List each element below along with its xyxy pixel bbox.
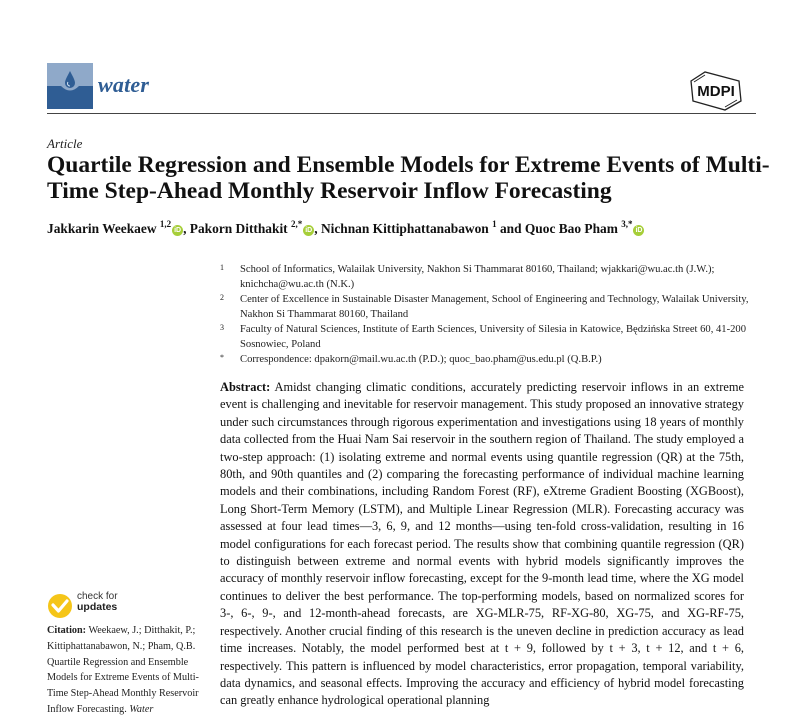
author-name[interactable]: Quoc Bao Pham bbox=[524, 221, 622, 236]
mdpi-logo-text: MDPI bbox=[697, 83, 735, 100]
article-type: Article bbox=[47, 136, 83, 151]
affiliation-item bbox=[220, 262, 780, 292]
journal-name: water bbox=[98, 72, 150, 97]
author-affiliation-marker: 2,* bbox=[290, 219, 303, 229]
check-updates-line1: check for bbox=[77, 591, 118, 602]
citation-text: Weekaew, J.; Ditthakit, P.; Kittiphattanabawon, N.; Pham, Q.B. Quartile Regression and Ensemble Models for Extreme Events of Multi-Time Step-Ahead Monthly Reservoir Inflow Forecasting. Water bbox=[47, 625, 199, 715]
journal-logo-icon bbox=[47, 63, 93, 109]
check-updates-icon bbox=[47, 593, 73, 619]
affiliation-text: Center of Excellence in Sustainable Disaster Management, School of Engineering and Technology, Walailak University, Nakhon Si Thammarat 80160, Thailand bbox=[240, 294, 749, 320]
author-affiliation-marker: 1,2 bbox=[159, 219, 172, 229]
header-divider bbox=[47, 113, 756, 114]
affiliation-text: Correspondence: dpakorn@mail.wu.ac.th (P.D.); quoc_bao.pham@us.edu.pl (Q.B.P.) bbox=[240, 354, 602, 365]
citation bbox=[47, 623, 217, 718]
affiliation-number: 3 bbox=[220, 323, 224, 332]
orcid-icon[interactable]: iD bbox=[305, 227, 313, 234]
abstract bbox=[220, 379, 744, 710]
citation-journal: Water bbox=[129, 703, 154, 715]
affiliation-number: 1 bbox=[220, 263, 224, 272]
affiliation-text: Faculty of Natural Sciences, Institute of Earth Sciences, University of Silesia in Katowice, Będzińska Street 60, 41-200 Sosnowiec, Poland bbox=[240, 324, 747, 350]
check-updates-line2: updates bbox=[77, 601, 118, 613]
citation-label: Citation: bbox=[47, 625, 87, 636]
author-list bbox=[47, 219, 644, 237]
mdpi-logo-icon bbox=[685, 69, 747, 111]
author-name[interactable]: Nichnan Kittiphattanabawon bbox=[320, 221, 493, 236]
affiliations-list bbox=[220, 262, 780, 367]
author-separator: and bbox=[496, 221, 525, 236]
author-name[interactable]: Pakorn Ditthakit bbox=[189, 221, 291, 236]
article-title: Quartile Regression and Ensemble Models for Extreme Events of Multi-Time Step-Ahead Monthly Reservoir Inflow Forecasting bbox=[47, 152, 770, 204]
author-affiliation-marker: 1 bbox=[492, 219, 497, 229]
abstract-text: Amidst changing climatic conditions, accurately predicting reservoir inflows in an extreme event is challenging and inevitable for reservoir management. This study proposed an innovative strategy under such circumstances through rigorous experimentation and investigations using 18 years of monthly data collected from the Huai Nam Sai reservoir in the southern region of Thailand. The study employed a two-step approach: (1) isolating extreme and normal events using quantile regression (QR) at the 75th, 80th, and 90th quantiles and (2) comparing the forecasting performance of individual machine learning models and their combinations, including Random Forest (RF), eXtreme Gradient Boosting (XGBoost), Long Short-Term Memory (LSTM), and Multiple Linear Regression (MLR). Forecasting accuracy was assessed at four lead times—3, 6, 9, and 12 months—using ten-fold cross-validation, resulting in 16 model configurations for each forecast period. The results show that combining quantile regression (QR) to distinguish between extreme and normal events with hybrid models significantly improves the accuracy of monthly reservoir inflow forecasting, except for the 9-month lead time, where the XG model continues to deliver the best performance. The top-performing models, based on normalized scores for 3-, 6-, 9-, and 12-month-ahead forecasts, are XG-MLR-75, RF-XG-80, XG-75, and XG-RF-75, respectively. Another crucial finding of this research is the uneven decline in prediction accuracy as lead time increases. Notably, the model performed best at t + 9, followed by t + 3, t + 12, and t + 6, respectively. This pattern is influenced by model characteristics, error propagation, temporal variability, data dynamics, and seasonal effects. Improving the accuracy and efficiency of hybrid model forecasting can greatly enhance hydrological operational planning bbox=[220, 380, 744, 708]
orcid-icon[interactable]: iD bbox=[635, 227, 643, 234]
orcid-icon[interactable]: iD bbox=[174, 227, 182, 234]
author-separator: , bbox=[183, 221, 190, 236]
affiliation-item bbox=[220, 292, 780, 322]
author-affiliation-marker: 3,* bbox=[621, 219, 633, 229]
author-separator: , bbox=[314, 221, 321, 236]
affiliation-text: School of Informatics, Walailak University, Nakhon Si Thammarat 80160, Thailand; wjakkari@wu.ac.th (J.W.); knichcha@wu.ac.th (N.K.) bbox=[240, 264, 715, 290]
affiliation-number: 2 bbox=[220, 293, 224, 302]
correspondence bbox=[220, 352, 780, 367]
affiliation-number: * bbox=[220, 353, 224, 362]
author-name[interactable]: Jakkarin Weekaew bbox=[47, 221, 160, 236]
affiliation-item bbox=[220, 322, 780, 352]
check-for-updates-button[interactable] bbox=[47, 591, 127, 621]
abstract-label: Abstract: bbox=[220, 380, 271, 394]
